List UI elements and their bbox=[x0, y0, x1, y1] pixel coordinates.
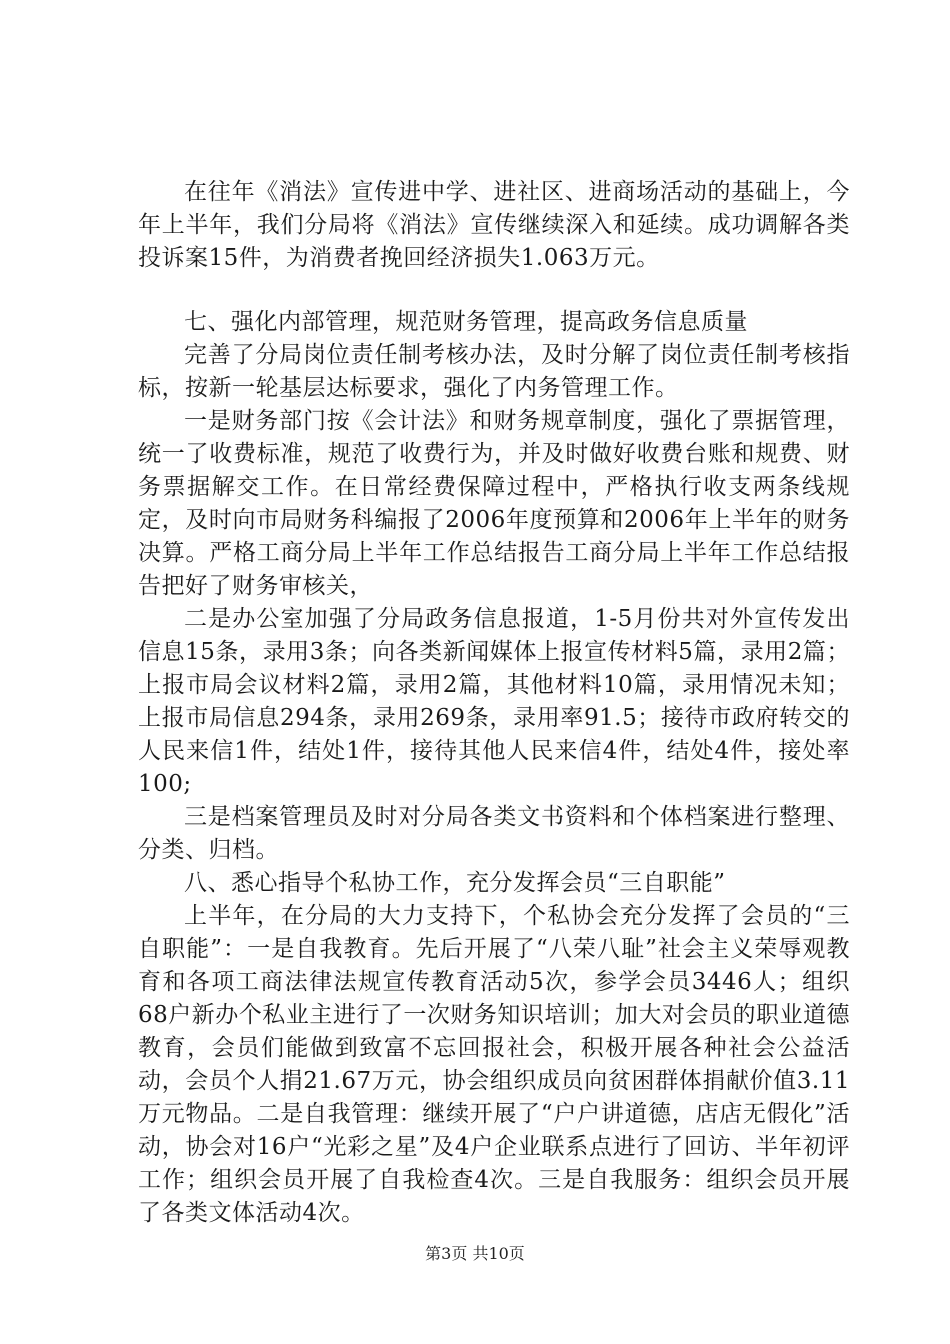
paragraph: 完善了分局岗位责任制考核办法，及时分解了岗位责任制考核指标，按新一轮基层达标要求，强化了内务管理工作。 bbox=[138, 342, 850, 401]
paragraph: 三是档案管理员及时对分局各类文书资料和个体档案进行整理、分类、归档。 bbox=[138, 804, 850, 863]
text-section-consumer-law bbox=[138, 176, 850, 275]
text-section-main bbox=[138, 306, 850, 1230]
page-number: 第3页 共10页 bbox=[425, 1244, 525, 1263]
paragraph: 一是财务部门按《会计法》和财务规章制度，强化了票据管理，统一了收费标准，规范了收费行为，并及时做好收费台账和规费、财务票据解交工作。在日常经费保障过程中，严格执行收支两条线规定，及时向市局财务科编报了2006年度预算和2006年上半年的财务决算。严格工商分局上半年工作总结报告工商分局上半年工作总结报告把好了财务审核关， bbox=[138, 408, 850, 599]
paragraph: 二是办公室加强了分局政务信息报道，1-5月份共对外宣传发出信息15条，录用3条；向各类新闻媒体上报宣传材料5篇，录用2篇；上报市局会议材料2篇，录用2篇，其他材料10篇，录用情况未知；上报市局信息294条，录用269条，录用率91.5；接待市政府转交的人民来信1件，结处1件，接待其他人民来信4件，结处4件，接处率100; bbox=[138, 606, 850, 797]
paragraph: 在往年《消法》宣传进中学、进社区、进商场活动的基础上，今年上半年，我们分局将《消法》宣传继续深入和延续。成功调解各类投诉案15件，为消费者挽回经济损失1.063万元。 bbox=[138, 179, 850, 271]
paragraph: 上半年，在分局的大力支持下，个私协会充分发挥了会员的“三自职能”：一是自我教育。先后开展了“八荣八耻”社会主义荣辱观教育和各项工商法律法规宣传教育活动5次，参学会员3446人；组织68户新办个私业主进行了一次财务知识培训；加大对会员的职业道德教育，会员们能做到致富不忘回报社会，积极开展各种社会公益活动，会员个人捐21.67万元，协会组织成员向贫困群体捐献价值3.11万元物品。二是自我管理：继续开展了“户户讲道德，店店无假化”活动，协会对16户“光彩之星”及4户企业联系点进行了回访、半年初评工作；组织会员开展了自我检查4次。三是自我服务：组织会员开展了各类文体活动4次。 bbox=[138, 903, 850, 1226]
section-heading-eight: 八、悉心指导个私协工作，充分发挥会员“三自职能” bbox=[184, 870, 726, 896]
section-heading-seven: 七、强化内部管理，规范财务管理，提高政务信息质量 bbox=[184, 309, 748, 335]
page-footer bbox=[0, 1244, 950, 1264]
